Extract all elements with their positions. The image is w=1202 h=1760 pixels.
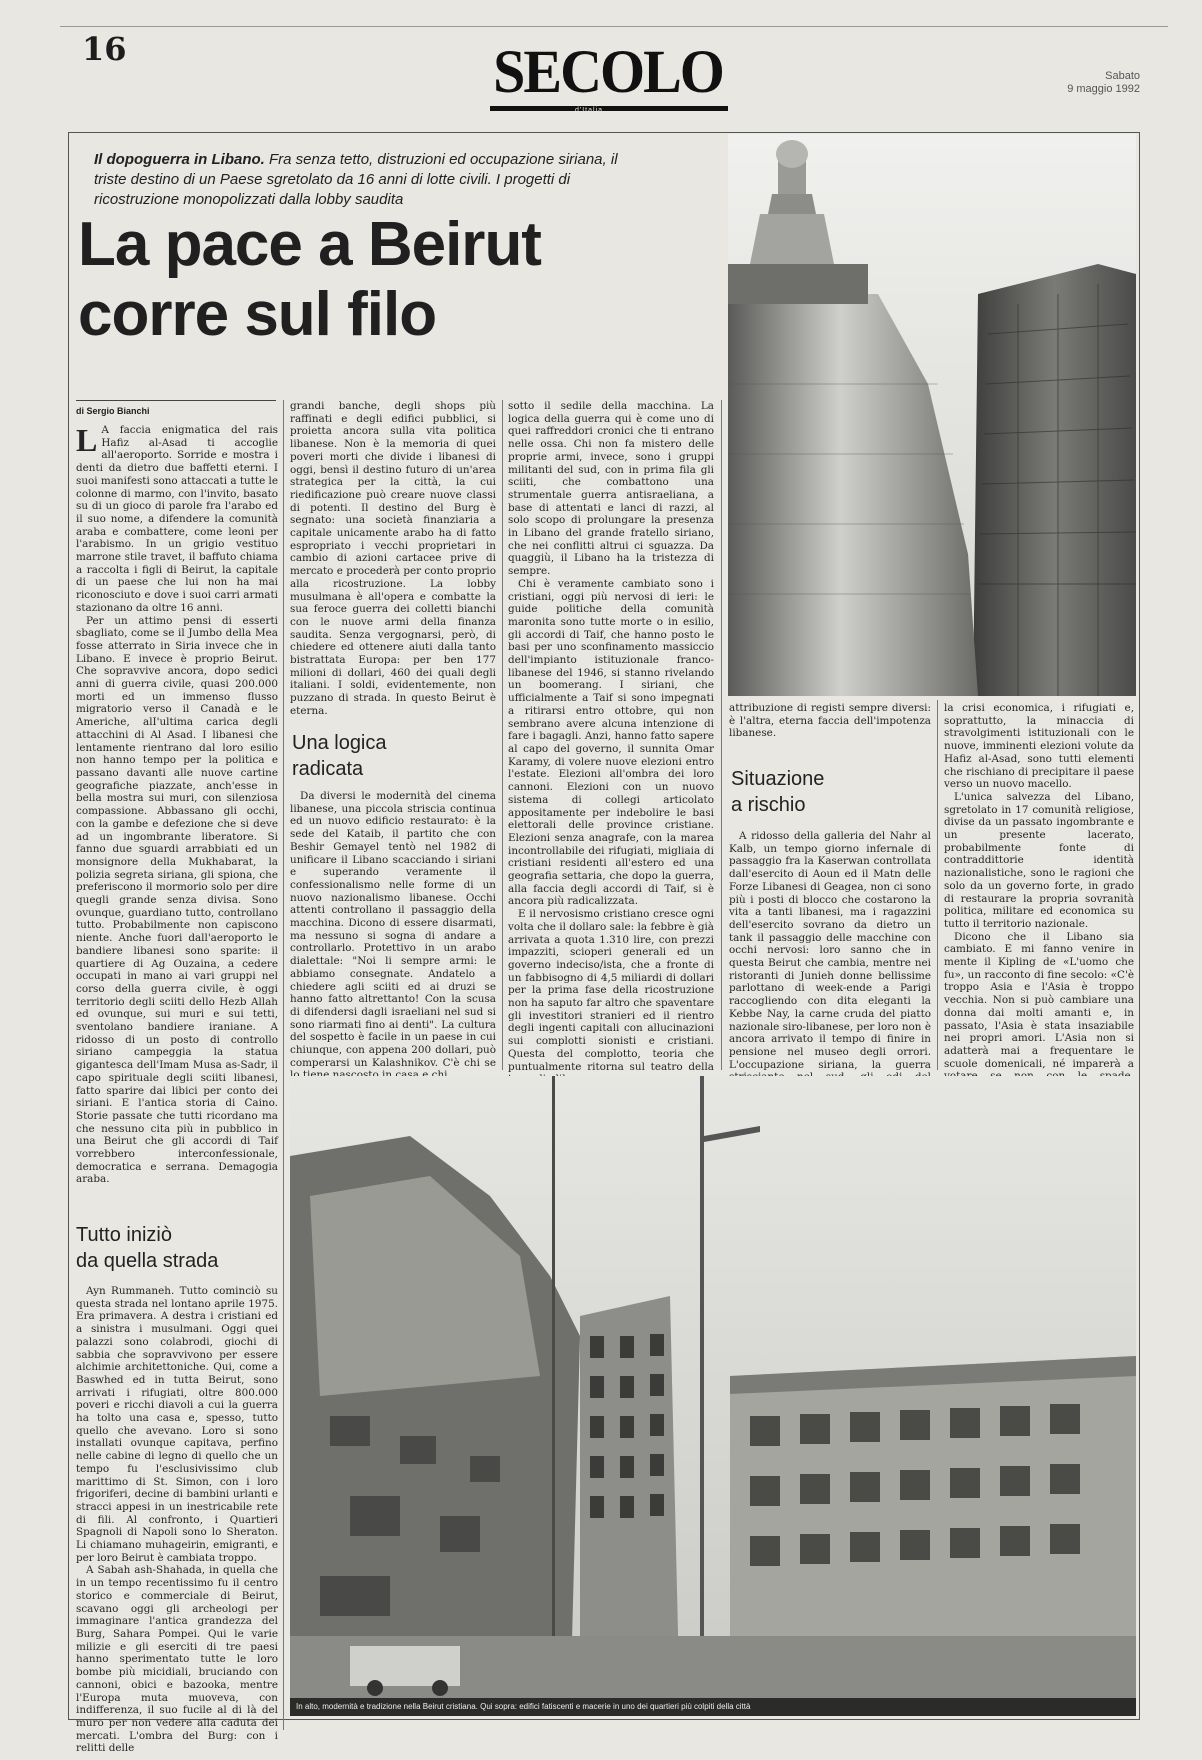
column-2-bottom [290,790,496,1068]
header-rule [60,26,1168,27]
headline [78,210,638,350]
byline: di Sergio Bianchi [76,406,150,416]
masthead-logo: SECOLO [493,37,723,106]
kicker-text: Fra senza tetto, distruzioni ed occupazione siriana, il triste destino di un Paese sgretolato da 16 anni di lotte civili. I progetti di ricostruzione monopolizzati dalla lobby saudita [94,151,618,208]
column-divider [502,400,503,1070]
paragraph: A Sabah ash-Shahada, in quella che in un tempo recentissimo fu il centro storico e commerciale di Beirut, scavano oggi gli archeologi per immaginare l'antica grandezza del Burg, Sahara Pompei. Qui le varie milizie e gli eserciti di tre paesi hanno sperimentato tutte le loro bombe più micidiali, bruciando con cannoni, obici e bazooka, mentre l'Europa muta muoveva, con indifferenza, il suo fucile al di là del muro per non vedere alla caduta dei mercati. L'ombra del Burg: con i relitti delle [76,1564,278,1755]
column-4-bottom [729,830,931,1071]
column-3 [508,400,714,1073]
paragraph: A ridosso della galleria del Nahr al Kalb, un tempo giorno infernale di passaggio fra la Kaserwan controllata dall'esercito di Aoun ed il Matn delle Forze Libanesi di Geagea, non ci sono più i posti di blocco che costarono la vita a tanti libanesi, ma i ragazzini dell'esercito sovrano da dietro un tank il passaggio delle macchine con occhi nervosi: loro sanno che in questa Beirut che cambia, mentre nei ristoranti di Junieh donne bellissime parlottano di week-ende a Parigi raccogliendo con dita eleganti la Kebbe Nay, la carne cruda del piatto nazionale siro-libanese, per loro non è ancora arrivato il tempo di finire in pensione nel museo degli orrori. L'occupazione siriana, la guerra [729,830,931,1071]
paragraph: Chi è veramente cambiato sono i cristiani, oggi più nervosi di ieri: le guide politiche della comunità maronita sono tutte morte o in esilio, gli accordi di Taif, che hanno posto le basi per uno sconfinamento massiccio dell'impianto istituzionale franco-libanese del 1946, si stanno rivelando un boomerang. I siriani, che ufficialmente a Taif si sono impegnati a ritirarsi entro ottobre, qui non sembrano avere alcuna intenzione di fare i bagagli. Anzi, hanno fatto sapere al capo del governo, il sunnita Omar Karamy, di volere nuove elezioni entro l'estate. Elezioni all'ombra dei loro cannoni. Elezioni con un nuovo sistema di collegi articolato appositamente per indebolire le basi elettorali delle province cristiane. Elezioni senza anagrafe, con la marea incontrollabile dei rifugiati, migliaia di cristiani residenti all'estero ed una geografia settaria, che dopo la guerra, alla faccia degli accordi di Taif, si è ancora più radicalizzata. [508,577,714,908]
tower-minaret-illustration [728,134,1136,696]
column-divider [283,400,284,1730]
paragraph: sotto il sedile della macchina. La logica della guerra qui è come uno di quei raffreddori cronici che ti entrano nelle ossa. Chi non fa mistero delle proprie armi, invece, sono i gruppi militanti del sud, con in prima fila gli sciiti, che combattono una strumentale guerra antisraeliana, a base di attentati e lanci di razzi, al solo scopo di prolungare la presenza in Libano del grande fratello siriano, che nei conflitti altrui ci sguazza. Da quaggiù, il Libano ha la tristezza di sempre. [508,400,714,578]
paragraph: Dicono che il Libano sia cambiato. E mi fanno venire in mente il Kipling de «L'uomo che fu», un racconto di fine secolo: «C'è troppo Asia e l'Asia è troppo vecchia. Non si può cambiare una donna dai molti amanti e, in passato, l'Asia è stata insaziabile nei propri amori. L'Asia non si adatterà mai a frequentare le scuole domenicali, né imparerà a [944,930,1134,1070]
subhead-una-logica [292,730,492,782]
paragraph: attribuzione di registi sempre diversi: è l'altra, eterna faccia dell'impotenza libanese. [729,702,931,740]
photo-caption: In alto, modernità e tradizione nella Beirut cristiana. Qui sopra: edifici fatiscenti e macerie in uno dei quartieri più colpiti della città [296,1702,751,1711]
kicker-bold: Il dopoguerra in Libano. [94,151,265,168]
subhead-line-1: Tutto iniziò [76,1224,172,1246]
drop-cap: L [76,422,98,458]
byline-rule [76,400,276,401]
masthead-rule [490,106,728,111]
date-block [1060,70,1140,96]
headline-line-1: La pace a Beirut [78,210,541,279]
col1-p1-text: A faccia enigmatica del rais Hafiz al-Asad ti accoglie all'aeroporto. Sorride e mostra i denti da dietro due baffetti eterni. I suoi manifesti sono attaccati a tutte le colonne di marmo, con l'invito, basato su di un gioco di parole fra l'arabo ed il suo nome, a difendere la comunità araba e combattere, come leoni per l'arabismo. In un grigio vestituo marrone stile travet, il baffuto chiama a raccolta i figli di Beirut, la capitale di un paese che lui non ha mai riconosciuto e dove i suoi carri armati stazionano da oltre 16 anni. [76,424,278,614]
date-day: Sabato [1105,70,1140,82]
paragraph: E il nervosismo cristiano cresce ogni volta che il dollaro sale: la febbre è già arrivata a quota 1.310 lire, con prezzi impazziti, scioperi generali ed un governo indeciso/ista, che a fronte di un fabbisogno di 4,5 miliardi di dollari per la prima fase della ricostruzione non ha saputo far altro che spaventare gli investitori stranieri ed il rientro degli ingenti capitali con allucinazioni sui complotti sionisti e cristiani. Questa del complotto, teoria che puntualmente ritorna sul teatro della [508,908,714,1073]
headline-line-2: corre sul filo [78,280,437,349]
subhead-line-1: Situazione [731,768,825,790]
date-text: 9 maggio 1992 [1067,83,1140,95]
ruined-buildings-illustration [290,1076,1136,1716]
article-kicker [94,150,634,210]
column-divider [937,700,938,1070]
subhead-line-2: radicata [292,758,364,780]
column-1-top [76,424,278,1218]
subhead-situazione [731,766,931,818]
paragraph: Ayn Rummaneh. Tutto cominciò su questa strada nel lontano aprile 1975. Era primavera. A destra i cristiani ed a sinistra i musulmani. Oggi quei palazzi sono colabrodi, giochi di sabbia che sopravvivono per essere alchimie architettoniche. Qui, come a Baswhed ed in tutta Beirut, sono arrivati i rifugiati, oltre 800.000 poveri e ricchi diavoli a cui la guerra ha tolto una casa e, spesso, tutto quello che avevano. Loro si sono installati ovunque capitava, perfino nelle cabine di legno di quello che un tempo fu l'esclusivissimo club marittimo di St. Simon, con i loro frigoriferi, decine di bambini urlanti e stracci appesi in un inestricabile rete di fili. Al confronto, i Quartieri Spagnoli di Napoli sono lo Sheraton. Li chiamano muhageirin, emigranti, e per loro Beirut è cambiata troppo. [76,1285,278,1564]
paragraph: la crisi economica, i rifugiati e, soprattutto, la minaccia di stravolgimenti istituzionali con le nuove, imminenti elezioni volute da Hafiz al-Asad, sono tutti elementi che rischiano di precipitare il paese verso un nuovo macello. [944,702,1134,791]
paragraph: L'unica salvezza del Libano, sgretolato in 17 comunità religiose, divise da un passato ingombrante e un presente lacerato, probabilmente fonte di contraddittorie identità nazionalistiche, sono le ragioni che solo da un governo forte, in grado di restaurare la propria sovranità politica, militare ed economica su tutto il territorio nazionale. [944,790,1134,930]
subhead-tutto-inizio [76,1222,278,1274]
column-2-top [290,400,496,717]
subhead-line-2: a rischio [731,794,806,816]
bottom-photo [290,1076,1136,1716]
masthead-subtitle: d'Italia [575,107,604,114]
column-1-bottom [76,1285,278,1760]
page-number: 16 [82,30,127,68]
column-divider [721,400,722,1070]
top-photo [728,134,1136,696]
paragraph: grandi banche, degli shops più raffinati e degli edifici pubblici, si proietta ancora sulla vita politica libanese. Non è la memoria di quei poveri morti che divide i libanesi di oggi, bensì il destino futuro di un'area strategica per la città, la cui riedificazione può creare nuove classi di potenti. Il destino del Burg è segnato: una società finanziaria a capitale unicamente arabo ha di fatto espropriato i vecchi proprietari in cambio di azioni cartacee prive di mercato e procederà per conto proprio alla ricostruzione. La lobby musulmana è all'opera e combatte la sua feroce guerra dei colletti bianchi con le nuove armi della finanza saudita. Senza vergognarsi, però, di chiedere ed ottenere aiuti dalla tanto bistrattata Europa: per ben 177 milioni di dollari, 460 dei quali degli italiani. I soldi, evidentemente, non puzzano di strada. In questo Beirut è eterna. [290,400,496,717]
column-4-top [729,702,931,740]
paragraph: Da diversi le modernità del cinema libanese, una piccola striscia continua ed un nuovo edificio restaurato: è la sede del Kataib, il partito che con Beshir Gemayel tentò nel 1982 di unificare il Libano scacciando i siriani e superando veramente il confessionalismo nelle forme di un nuovo nazionalismo libanese. Occhi attenti controllano il passaggio della macchina. Dicono di essere disarmati, ma nessuno si sogna di andare a controllarlo. Protettivo in un arabo dialettale: "Noi li sempre armi: le abbiamo consegnate. Andatelo a chiedere agli sciiti ed ai druzi se hanno fatto altrettanto! Con la scusa di difendersi dagli israeliani nel sud si sono riarmati fino ai denti". La cultura del sospetto è facile in un paese in cui chiunque, con appena 200 dollari, può comperarsi un Kalashnikov. C'è chi se [290,790,496,1069]
column-5 [944,702,1134,1068]
paragraph: Per un attimo pensi di esserti sbagliato, come se il Jumbo della Mea fosse atterrato in Siria invece che in Libano. E invece è proprio Beirut. Che sopravvive ancora, dopo sedici anni di guerra civile, quasi 200.000 morti ed un immenso flusso migratorio verso il Canadà e le Americhe, alI'ultima carica degli attacchini di Al Asad. I libanesi che lentamente rientrano dal loro esilio non hanno tempo per la politica e passano davanti alle nuove cartine geografiche piazzate, anch'esse in bella mostra sui muri, con silenziosa compassione. Abbassano gli occhi, con la gambe e defezione che si deve ad un ingombrante liberatore. Si fanno due sguardi arrabbiati ed un monsignore della Mukhabarat, la polizia segreta siriana, gli spiona, che preferiscono il mormorio solo per dire quegli grande senza divisa. Sono ovunque, guardiano tutto, controllano tutto. Probabilmente non capiscono niente. Anche fuori dall'aeroporto le bandiere libanesi sono sparite: il quartiere di Ag Ouzaina, a cedere occupati in mano ai vari gruppi nel corso della guerra civile, è oggi territorio degli sciiti dello Hezb Allah ed ovunque, sui muri e sui tetti, sventolano bandiere iraniane. A ridosso di un posto di controllo siriano campeggia la statua gigantesca dell'Imam Musa as-Sadr, il capo spirituale degli sciiti libanesi, fatto sparire dai libici per conto dei siriani. E l'antica storia di Caino. Storie passate che tutti ricordano ma che nessuno cita più in pubblico in una Beirut che gli accordi di Taif vorrebbero interconfessionale, democratica e serrana. Demagogia araba. [76,614,278,1186]
paragraph [76,424,278,615]
subhead-line-2: da quella strada [76,1250,219,1272]
subhead-line-1: Una logica [292,732,387,754]
